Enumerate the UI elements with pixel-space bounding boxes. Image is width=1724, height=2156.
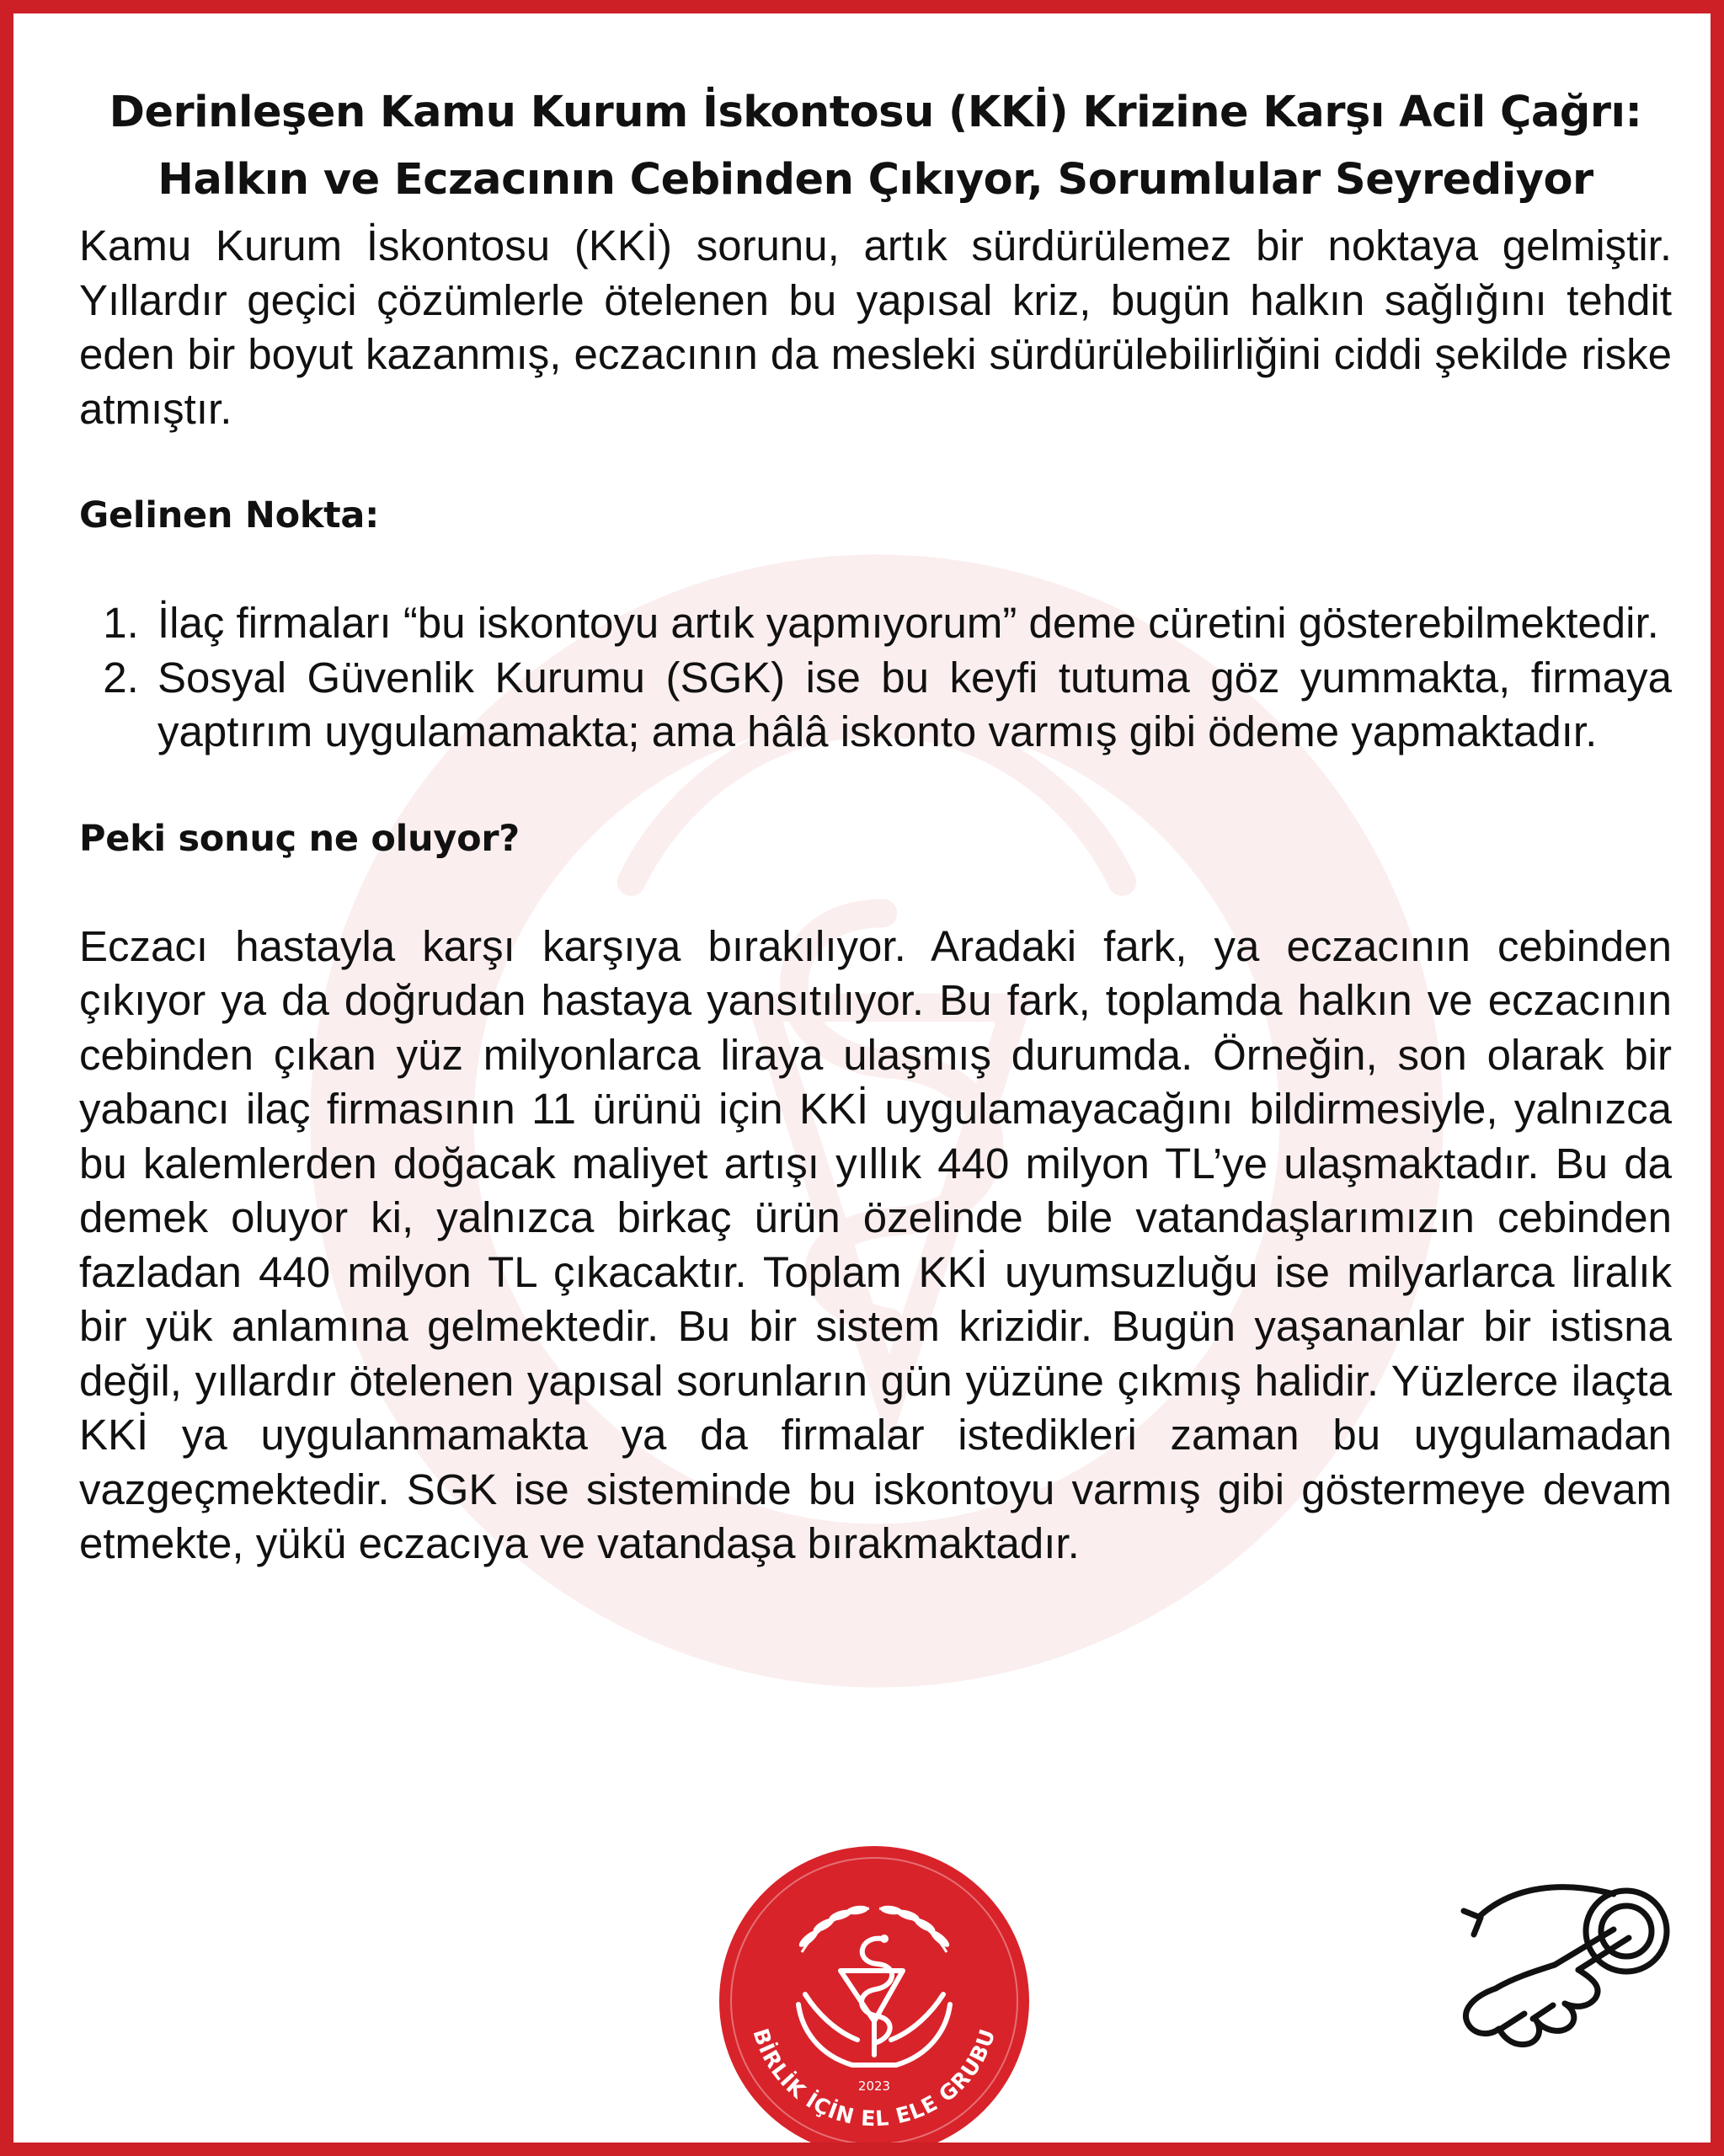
list-item: 1. İlaç firmaları “bu iskontoyu artık yapmıyorum” deme cüretini gösterebilmektedir. xyxy=(151,596,1672,651)
section-heading-gelinen-nokta: Gelinen Nokta: xyxy=(79,494,379,536)
title-line-2: Halkın ve Eczacının Cebinden Çıkıyor, Sorumlular Seyrediyor xyxy=(157,155,1593,205)
result-paragraph: Eczacı hastayla karşı karşıya bırakılıyor. Aradaki fark, ya eczacının cebinden çıkıyor ya da doğrudan hastaya yansıtılıyor. Bu fark, toplamda halkın ve eczacının cebinden çıkan yüz milyonlarca liraya ulaşmış durumda. Örneğin, son olarak bir yabancı ilaç firmasının 11 ürünü için KKİ uygulamayacağını bildirmesiyle, yalnızca bu kalemlerden doğacak maliyet artışı yıllık 440 milyon TL’ye ulaşmaktadır. Bu da demek oluyor ki, yalnızca birkaç ürün özelinde bile vatandaşlarımızın cebinden fazladan 440 milyon TL çıkacaktır. Toplam KKİ uyumsuzluğu ise milyarlarca liralık bir yük anlamına gelmektedir. Bu bir sistem krizidir. Bugün yaşananlar bir istisna değil, yıllardır ötelenen yapısal sorunların gün yüzüne çıkmış halidir. Yüzlerce ilaçta KKİ ya uygulanmamakta ya da firmalar istedikleri zaman bu uygulamadan vazgeçmektedir. SGK ise sisteminde bu iskontoyu varmış gibi göstermeye devam etmekte, yükü eczacıya ve vatandaşa bırakmaktadır. xyxy=(79,921,1672,1567)
birlik-icin-el-ele-logo-icon xyxy=(718,1844,1031,2156)
article xyxy=(79,79,1672,1572)
list-item: 2. Sosyal Güvenlik Kurumu (SGK) ise bu keyfi tutuma göz yummakta, firmaya yaptırım uygulamamakta; ama hâlâ iskonto varmış gibi ödeme yapmaktadır. xyxy=(151,651,1672,760)
swipe-hand-icon[interactable] xyxy=(1454,1870,1673,2052)
intro-paragraph: Kamu Kurum İskontosu (KKİ) sorunu, artık sürdürülemez bir noktaya gelmiştir. Yıllardır geçici çözümlerle ötelenen bu yapısal kriz, bugün halkın sağlığını tehdit eden bir boyut kazanmış, eczacının da mesleki sürdürülebilirliğini ciddi şekilde riske atmıştır. xyxy=(79,221,1672,433)
logo-ring-text: BİRLİK İÇİN EL ELE GRUBU xyxy=(748,2025,1001,2132)
section-heading-sonuc: Peki sonuç ne oluyor? xyxy=(79,817,520,860)
title-line-1: Derinleşen Kamu Kurum İskontosu (KKİ) Krizine Karşı Acil Çağrı: xyxy=(109,88,1642,137)
page-title xyxy=(79,79,1672,214)
logo-year: 2023 xyxy=(857,2079,891,2094)
points-list xyxy=(79,596,1672,760)
